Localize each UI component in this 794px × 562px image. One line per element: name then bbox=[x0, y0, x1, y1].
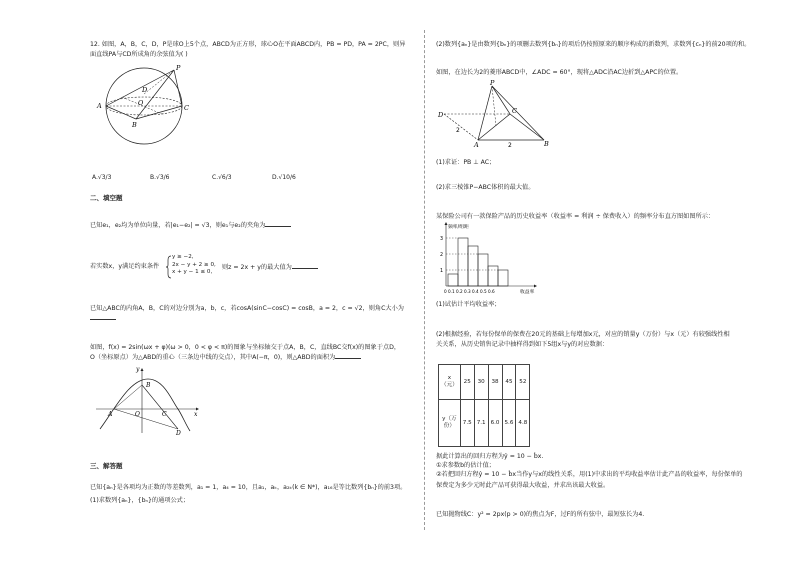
option-d[interactable]: D.√10/6 bbox=[272, 174, 296, 181]
fill2-system: y ≥ −2, 2x − y + 2 ≥ 0, x + y − 1 ≤ 0, bbox=[172, 254, 216, 275]
graph-label-y: y bbox=[136, 366, 140, 373]
hist-ylabel: 频率/组距 bbox=[448, 225, 469, 230]
sphere-figure bbox=[92, 64, 202, 144]
table-cell: 45 bbox=[502, 365, 516, 400]
rh-label-D: D bbox=[438, 111, 444, 119]
label-A: A bbox=[97, 102, 102, 110]
r3-q2-line1: (2)根据经验，若每份保单的保费在20元的基础上每增加x元，对应的销量y（万份）与x（元）有较强线性相 bbox=[436, 331, 730, 338]
r3-q2-line5: ②若把回归方程ŷ = 10 − b̂x当作y与x的线性关系，用(1)中求出的平均收益率估计此产品的收益率，每份保单的 bbox=[436, 471, 743, 478]
table-header-x: x（元） bbox=[439, 365, 461, 400]
q12-line1: 12. 如图，A，B，C，D，P是球O上5个点，ABCD为正方形，球心O在平面ABCD内，PB = PD，PA = 2PC，则异 bbox=[90, 41, 406, 48]
hist-y3: 3 bbox=[440, 237, 444, 242]
label-P: P bbox=[176, 64, 181, 72]
graph-label-C: C bbox=[162, 411, 167, 418]
rh-label-P: P bbox=[490, 79, 495, 87]
fill4-line1: 如图，f(x) = 2sin(ωx + φ)(ω > 0，0 < φ < π)的图象与坐标轴交于点A，B，C，直线BC交f(x)的图象于点D， bbox=[90, 344, 401, 351]
table-cell: 7.1 bbox=[474, 400, 488, 447]
hist-ticks: 0 0.1 0.2 0.3 0.4 0.5 0.6 bbox=[444, 289, 495, 294]
table-row bbox=[439, 400, 530, 447]
r2-q1: (1)求证：PB ⊥ AC； bbox=[436, 159, 496, 166]
fill3-text: 已知△ABC的内角A，B，C的对边分别为a，b，c，若cosA(sinC−cosC) = cosB，a = 2，c = √2，则角C大小为 bbox=[90, 305, 404, 312]
data-table bbox=[438, 364, 530, 447]
table-header-y: y（万份） bbox=[439, 400, 461, 447]
rh-label-A: A bbox=[474, 141, 479, 149]
fill2-suffix: 则z = 2x + y的最大值为 bbox=[222, 262, 318, 272]
label-C: C bbox=[184, 104, 189, 112]
graph-label-D: D bbox=[176, 430, 181, 437]
table-cell: 5.6 bbox=[502, 400, 516, 447]
ans1-line1: 已知{aₙ}是各项均为正数的等差数列，a₁ = 1，a₄ = 10，且a₁，aₖ，a₂ₖ(k ∈ N*)，a₁₆是等比数列{bₙ}的前3项。 bbox=[90, 484, 407, 491]
fill1-text: 已知e₁，e₂均为单位向量，若|e₁−e₂| = √3，则e₁与e₂的夹角为 bbox=[90, 220, 291, 230]
table-cell: 38 bbox=[488, 365, 502, 400]
table-cell: 4.8 bbox=[516, 400, 530, 447]
ans1-line2: (1)求数列{aₙ}，{bₙ}的通项公式； bbox=[90, 497, 190, 504]
hist-xlabel: 收益率 bbox=[520, 290, 535, 295]
r3-q2-line2: 关关系，从历史销售记录中抽样得到如下5组x与y的对应数据： bbox=[436, 341, 609, 348]
r3-q2-line6: 保费定为多少元时此产品可获得最大收益，并求出该最大收益。 bbox=[436, 482, 610, 489]
section-answer-heading: 三、解答题 bbox=[90, 462, 123, 470]
table-cell: 25 bbox=[460, 365, 474, 400]
hist-y1: 1 bbox=[440, 269, 444, 274]
fill4-line2: O（坐标原点）为△ABD的重心（三条边中线的交点），其中A(−π，0)，则△ABD的面积为 bbox=[90, 352, 361, 362]
rh-label-C: C bbox=[512, 107, 517, 115]
histogram-figure bbox=[438, 222, 548, 294]
option-b[interactable]: B.√3/6 bbox=[150, 174, 170, 181]
q12-line2: 面直线PA与CD所成角的余弦值为( ) bbox=[90, 51, 188, 58]
graph-label-O: O bbox=[135, 411, 140, 418]
r1-line1: (2)数列{aₙ}是由数列{bₙ}的项删去数列{bₙ}的项后仍按照原来的顺序构成的新数列，求数列{cₙ}的前20项的和。 bbox=[436, 41, 751, 48]
sine-graph-figure bbox=[92, 367, 202, 437]
label-D: D bbox=[142, 86, 148, 94]
option-c[interactable]: C.√6/3 bbox=[212, 174, 232, 181]
graph-label-A: A bbox=[108, 411, 113, 418]
hist-y2: 2 bbox=[440, 253, 444, 258]
r3-q2-line3: 据此计算出的回归方程为ŷ = 10 − b̂x. bbox=[436, 453, 544, 460]
r2-line1: 如图，在边长为2的菱形ABCD中，∠ADC = 60°，现将△ADC沿AC边折到△APC的位置。 bbox=[436, 69, 683, 76]
table-cell: 52 bbox=[516, 365, 530, 400]
table-row bbox=[439, 365, 530, 400]
fill3-blank bbox=[90, 313, 116, 323]
rhombus-figure bbox=[438, 80, 568, 148]
section-fill-heading: 二、填空题 bbox=[90, 194, 123, 202]
r3-q1: (1)试估计平均收益率； bbox=[436, 301, 501, 308]
label-O: O bbox=[138, 99, 144, 107]
r3-q2-line4: ①求参数b的估计值； bbox=[436, 462, 495, 469]
right-column bbox=[424, 0, 794, 562]
table-cell: 6.0 bbox=[488, 400, 502, 447]
r4-line1: 已知抛物线C：y² = 2px(p > 0)的焦点为F，过F的所有弦中，最短弦长为4. bbox=[436, 511, 645, 518]
fill2-prefix: 若实数x，y满足约束条件 bbox=[90, 263, 160, 270]
option-a[interactable]: A.√3/3 bbox=[92, 174, 112, 181]
rh-side-label-1: 2 bbox=[456, 127, 460, 134]
rh-label-B: B bbox=[544, 140, 549, 148]
r2-q2: (2)求三棱锥P−ABC体积的最大值。 bbox=[436, 184, 535, 191]
table-cell: 7.5 bbox=[460, 400, 474, 447]
graph-label-x: x bbox=[194, 411, 198, 418]
rh-side-label-2: 2 bbox=[508, 142, 512, 149]
table-cell: 30 bbox=[474, 365, 488, 400]
r3-line1: 某保险公司有一款保险产品的历史收益率（收益率 = 利润 ÷ 保费收入）的频率分布直方图如图所示： bbox=[436, 213, 715, 220]
graph-label-B: B bbox=[146, 382, 151, 389]
label-B: B bbox=[132, 121, 137, 129]
